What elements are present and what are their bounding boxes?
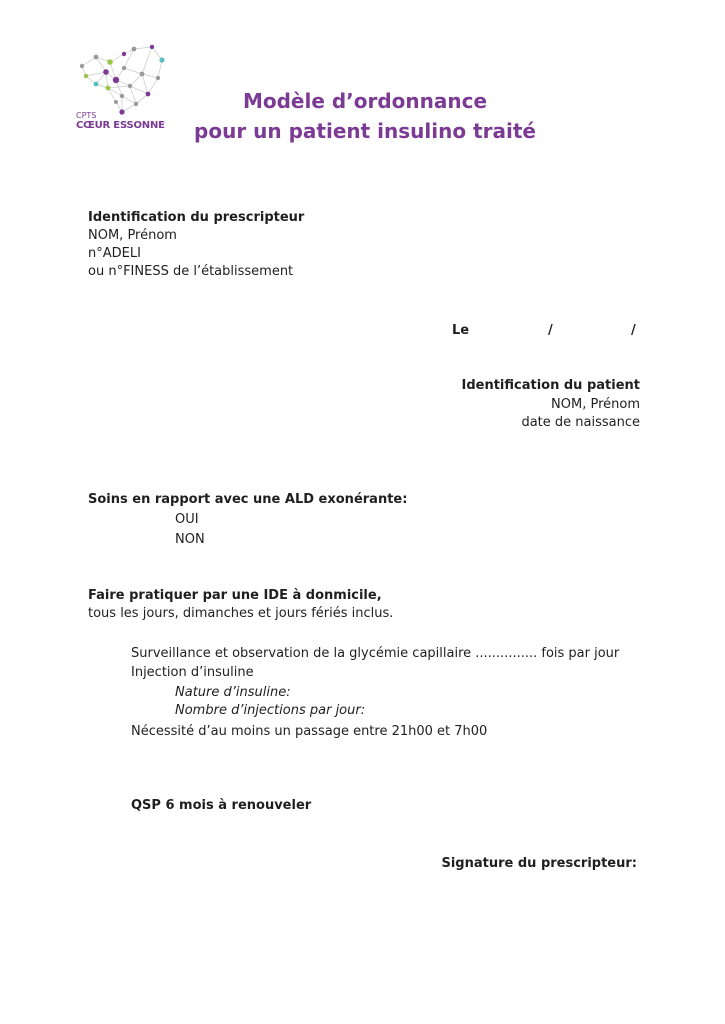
prescriber-heading: Identification du prescripteur: [88, 210, 305, 225]
ald-option-no: NON: [175, 532, 205, 547]
prescriber-finess: ou n°FINESS de l’établissement: [88, 264, 294, 279]
ald-heading: Soins en rapport avec une ALD exonérante:: [88, 492, 408, 507]
patient-heading: Identification du patient: [461, 378, 640, 393]
glycemia-monitoring: Surveillance et observation de la glycémie capillaire ............... fois par jour: [131, 646, 620, 661]
care-heading: Faire pratiquer par une IDE à donmicile,: [88, 588, 382, 603]
logo-name-label: CŒUR ESSONNE: [76, 120, 165, 131]
patient-name: NOM, Prénom: [551, 397, 640, 412]
care-frequency: tous les jours, dimanches et jours fériés inclus.: [88, 606, 394, 621]
insulin-injection: Injection d’insuline: [131, 665, 254, 680]
document-title: [0, 86, 725, 146]
insulin-nature: Nature d’insuline:: [175, 685, 291, 700]
patient-birth-date: date de naissance: [521, 415, 640, 430]
date-separator-2: /: [631, 323, 636, 338]
prescriber-name: NOM, Prénom: [88, 228, 177, 243]
injection-count: Nombre d’injections par jour:: [175, 703, 366, 718]
date-separator-1: /: [548, 323, 553, 338]
date-label: Le: [452, 323, 470, 338]
prescriber-signature-label: Signature du prescripteur:: [441, 856, 637, 871]
title-line-1: Modèle d’ordonnance: [242, 89, 488, 113]
logo-cpts-label: CPTS: [76, 111, 97, 120]
prescriber-adeli: n°ADELI: [88, 246, 141, 261]
night-visit-requirement: Nécessité d’au moins un passage entre 21h00 et 7h00: [131, 724, 488, 739]
title-line-2: pour un patient insulino traité: [194, 119, 536, 143]
ald-option-yes: OUI: [175, 512, 199, 527]
qsp-renewal: QSP 6 mois à renouveler: [131, 798, 312, 813]
